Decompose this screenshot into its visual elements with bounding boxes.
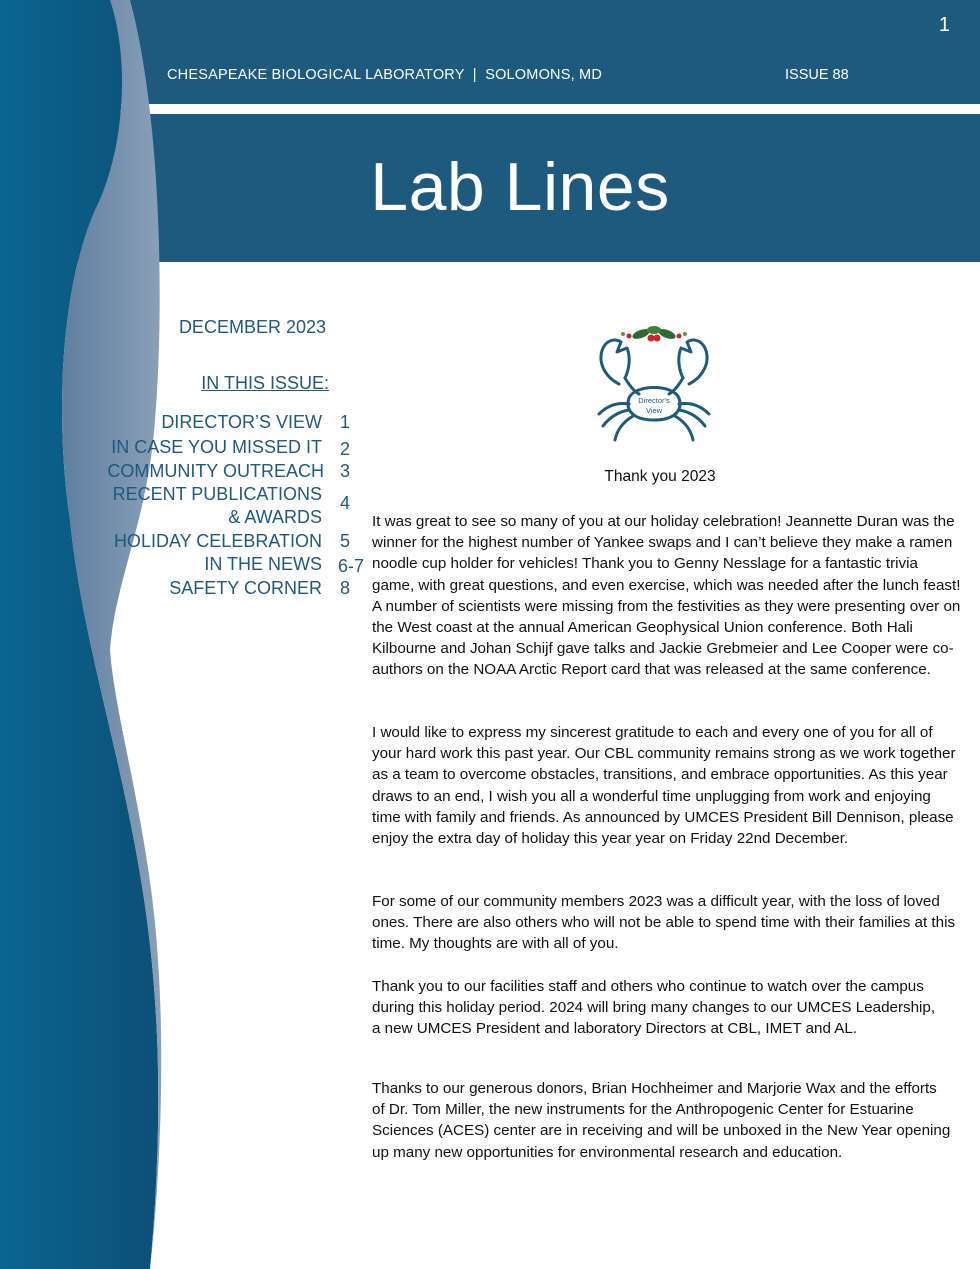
issue-date: DECEMBER 2023 xyxy=(178,317,326,337)
toc-page-safety-corner: 8 xyxy=(340,578,351,598)
article-paragraph-5: Thanks to our generous donors, Brian Hochheimer and Marjorie Wax and the efforts of Dr. Tom Miller, the new instruments for the Anthropogenic Center for Estuarine Sciences (ACES) center are in receiving and will be unboxed in the New Year opening up many new opportunities for environmental research and education. xyxy=(372,1080,951,1161)
toc-page-holiday-celebration: 5 xyxy=(340,531,351,551)
article-paragraph-2: I would like to express my sincerest gratitude to each and every one of you for all of your hard work this past year. Our CBL community remains strong as we work together as a team to overcome obstacles, transitions, and embrace opportunities. As this year draws to an end, I wish you all a wonderful time unplugging from work and enjoying time with family and friends. As announced by UMCES President Bill Dennison, please enjoy the extra day of holiday this year year on Friday 22nd December. xyxy=(372,724,956,848)
article-subtitle: Thank you 2023 xyxy=(604,468,716,485)
article-paragraph-3: For some of our community members 2023 was a difficult year, with the loss of loved ones. There are also others who will not be able to spend time with their families at this time. My thoughts are with all of you. xyxy=(372,893,956,953)
toc-item-recent-publications[interactable]: RECENT PUBLICATIONS xyxy=(112,484,322,504)
toc-page-in-case-you-missed-it: 2 xyxy=(340,439,351,459)
logo-text-line1: Director's xyxy=(638,396,670,405)
toc-page-directors-view: 1 xyxy=(340,412,351,432)
holly-decoration-icon xyxy=(621,326,687,342)
toc-item-in-the-news[interactable]: IN THE NEWS xyxy=(204,554,322,574)
directors-view-crab-logo xyxy=(589,322,719,452)
newsletter-title: Lab Lines xyxy=(370,149,670,225)
toc-item-directors-view[interactable]: DIRECTOR’S VIEW xyxy=(161,412,322,432)
issue-number: ISSUE 88 xyxy=(785,67,849,83)
toc-item-holiday-celebration[interactable]: HOLIDAY CELEBRATION xyxy=(113,531,322,551)
toc-page-in-the-news: 6-7 xyxy=(338,556,365,576)
decorative-wave xyxy=(0,0,170,1269)
toc-heading: IN THIS ISSUE: xyxy=(201,373,329,393)
organization-line: CHESAPEAKE BIOLOGICAL LABORATORY | SOLOMONS, MD xyxy=(167,67,602,83)
article-paragraph-1: It was great to see so many of you at our holiday celebration! Jeannette Duran was the winner for the highest number of Yankee swaps and I can’t believe they make a ramen noodle cup holder for vehicles! Thank you to Genny Nesslage for a fantastic trivia game, with great questions, and even exercise, which was needed after the lunch feast! A number of scientists were missing from the festivities as they were presenting over on the West coast at the annual American Geophysical Union conference. Both Hali Kilbourne and Johan Schijf gave talks and Jackie Grebmeier and Lee Cooper were co-authors on the NOAA Arctic Report card that was released at the same conference. xyxy=(372,513,961,679)
article-paragraph-4: Thank you to our facilities staff and others who continue to watch over the campus during this holiday period. 2024 will bring many changes to our UMCES Leadership, a new UMCES President and laboratory Directors at CBL, IMET and AL. xyxy=(372,978,936,1038)
toc-page-recent-publications: 4 xyxy=(340,493,351,513)
toc-page-community-outreach: 3 xyxy=(340,461,351,481)
page-number: 1 xyxy=(938,14,950,36)
logo-text-line2: View xyxy=(645,406,663,415)
toc-item-safety-corner[interactable]: SAFETY CORNER xyxy=(169,578,322,598)
toc-item-in-case-you-missed-it[interactable]: IN CASE YOU MISSED IT xyxy=(111,437,322,457)
toc-item-community-outreach[interactable]: COMMUNITY OUTREACH xyxy=(107,461,324,481)
toc-item-awards[interactable]: & AWARDS xyxy=(228,507,322,527)
